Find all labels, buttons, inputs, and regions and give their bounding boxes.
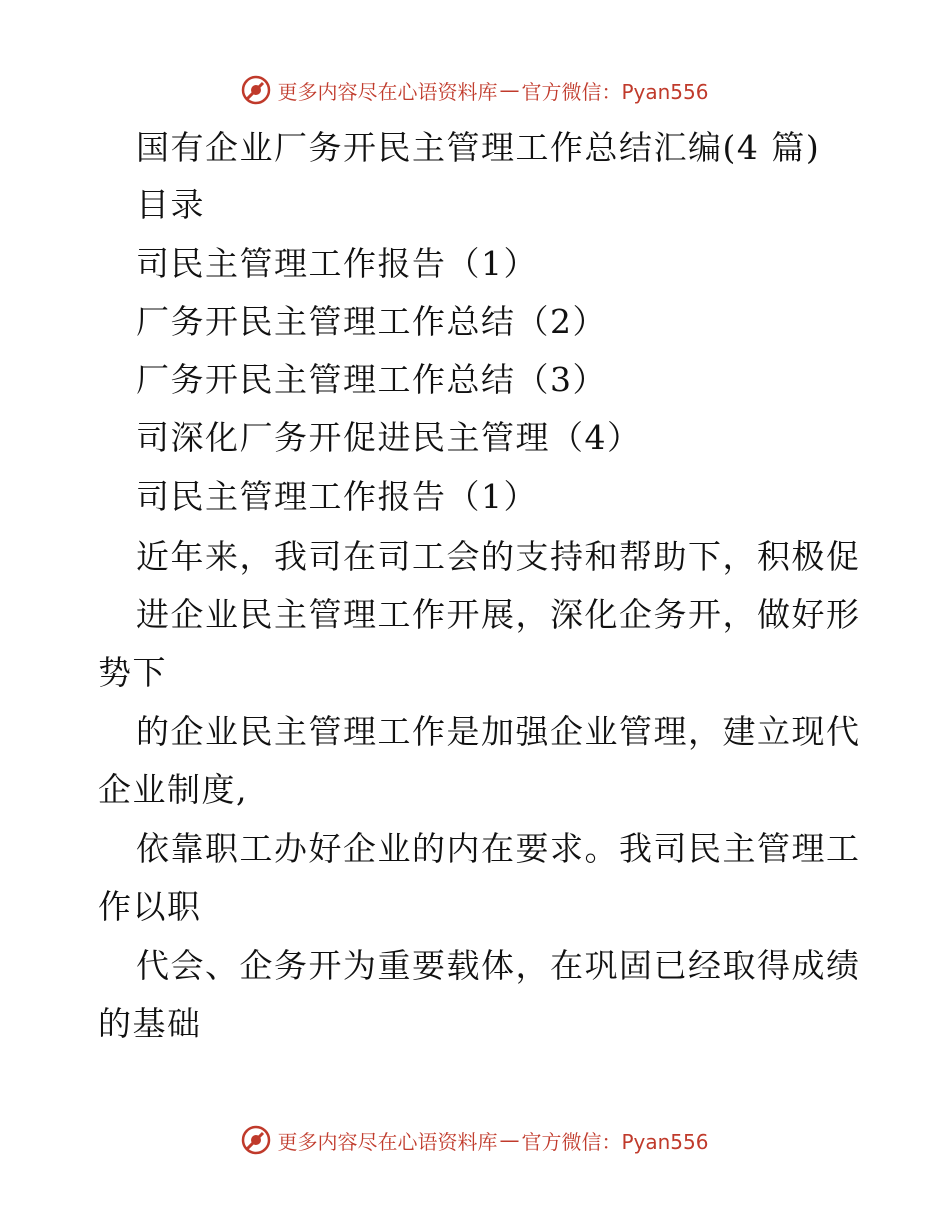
section-heading: 司民主管理工作报告（1）	[136, 477, 538, 516]
banner-separator: —	[499, 1128, 520, 1152]
header-banner	[0, 72, 950, 108]
paragraph-line: 势下	[98, 653, 167, 692]
banner-wechat: 官方微信：Pyan556	[521, 1129, 709, 1154]
paragraph-line: 的基础	[98, 1004, 202, 1043]
paragraph-line: 作以职	[98, 887, 202, 926]
paragraph-line: 近年来，我司在司工会的支持和帮助下，积极促	[136, 537, 861, 576]
brand-logo-icon	[241, 1125, 271, 1155]
paragraph-line: 代会、企务开为重要载体，在巩固已经取得成绩	[136, 946, 861, 985]
banner-text: 更多内容尽在心语资料库	[277, 79, 498, 104]
toc-item: 厂务开民主管理工作总结（3）	[136, 360, 607, 399]
banner-wechat: 官方微信：Pyan556	[521, 79, 709, 104]
footer-banner	[0, 1122, 950, 1158]
brand-logo-icon	[241, 75, 271, 105]
banner-text: 更多内容尽在心语资料库	[277, 1129, 498, 1154]
paragraph-line: 的企业民主管理工作是加强企业管理，建立现代	[136, 712, 861, 751]
document-title: 国有企业厂务开民主管理工作总结汇编(4 篇)	[136, 128, 821, 167]
banner-separator: —	[499, 78, 520, 102]
toc-item: 司深化厂务开促进民主管理（4）	[136, 418, 642, 457]
paragraph-line: 依靠职工办好企业的内在要求。我司民主管理工	[136, 829, 861, 868]
toc-item: 厂务开民主管理工作总结（2）	[136, 302, 607, 341]
toc-item: 司民主管理工作报告（1）	[136, 244, 538, 283]
toc-heading: 目录	[136, 185, 205, 224]
paragraph-line: 进企业民主管理工作开展，深化企务开，做好形	[136, 595, 861, 634]
paragraph-line: 企业制度,	[98, 770, 248, 809]
